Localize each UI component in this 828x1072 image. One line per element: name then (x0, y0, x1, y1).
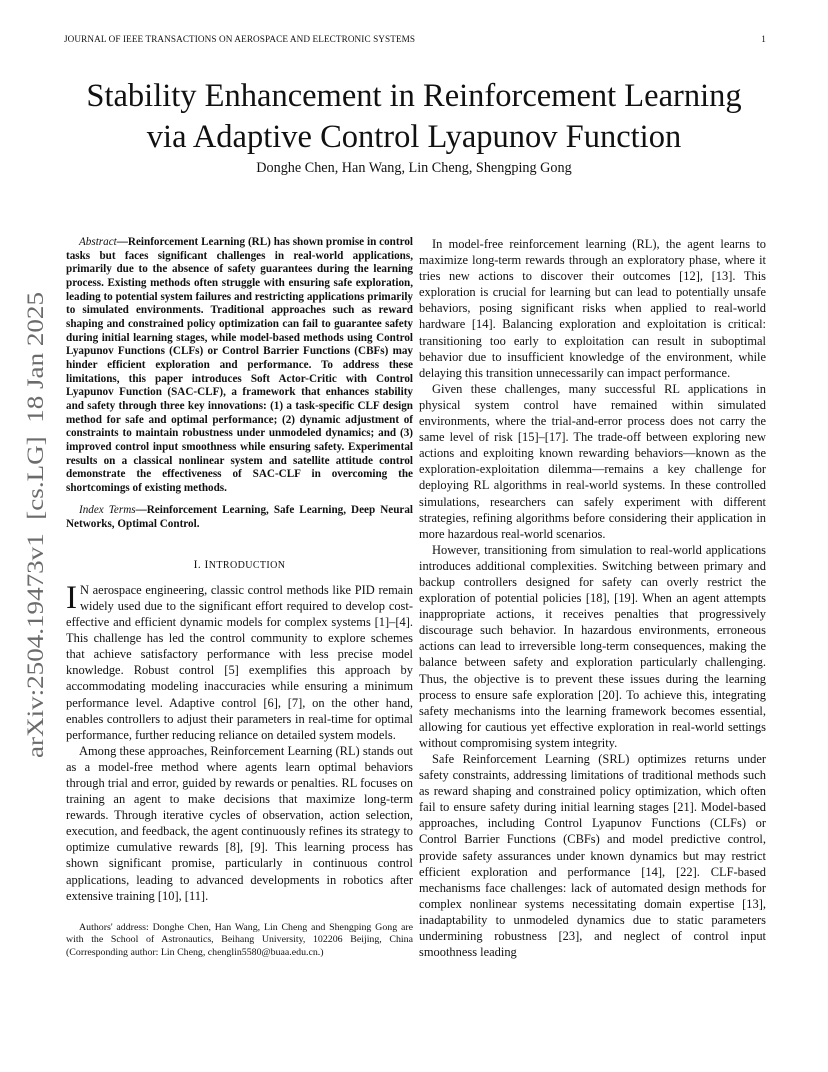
right-paragraph-1: In model-free reinforcement learning (RL), the agent learns to maximize long-term rewards through an exploratory phase, where it tries new actions to discover their outcomes [12], [13]. This exploration is crucial for learning but can lead to potentially unsafe behaviors, posing significant risks when applied to real-world hardware [14]. Balancing exploration and exploitation is critical: transitioning too early to exploitation can result in suboptimal behavior due to insufficient knowledge of the environment, while delaying this transition unnecessarily can impact performance. (419, 237, 766, 380)
section-title-first: I (204, 557, 209, 571)
title-line-1: Stability Enhancement in Reinforcement Learning (86, 78, 742, 114)
running-header (64, 34, 766, 44)
right-paragraph-3: However, transitioning from simulation to real-world applications introduces additional complexities. Switching between primary and backup controllers designed for safety can overly restrict the exploration of potential policies [18], [19]. When an agent attempts inappropriate actions, it receives penalties that progressively discourage such behavior. In hazardous environments, erroneous actions can lead to irreversible long-term consequences, making the balance between safety and exploration particularly challenging. Thus, the objective is to prevent these issues during the learning process to ensure safe exploration [20]. To achieve this, integrating safety mechanisms into the learning framework becomes essential, allowing for cautious yet effective exploration in real-world settings without compromising system integrity. (419, 542, 766, 750)
intro-paragraph-1 (66, 579, 413, 743)
abstract-text: —Reinforcement Learning (RL) has shown promise in control tasks but faces significant challenges in real-world applications, primarily due to the absence of safety guarantees during the learning process. Existing methods often struggle with ensuring safe exploration, leading to potential system failures and restricting applications primarily to simulated environments. Traditional approaches such as reward shaping and constrained policy optimization can fail to guarantee safety during initial learning stages, while model-based methods using Control Lyapunov Functions (CLFs) or Control Barrier Functions (CBFs) may hinder efficient exploration and performance. To address these limitations, this paper introduces Soft Actor-Critic with Control Lyapunov Function (SAC-CLF), a framework that enhances stability and safety through three key innovations: (1) a task-specific CLF design method for safe and optimal performance; (2) dynamic adjustment of constraints to maintain robustness under unmodeled dynamics; and (3) improved control input smoothness while ensuring safety. Experimental results on a classical nonlinear system and satellite attitude control demonstrate the effectiveness of SAC-CLF in overcoming the shortcomings of existing methods. (66, 236, 413, 494)
arxiv-stamp (12, 292, 56, 762)
index-terms-text: —Reinforcement Learning, Safe Learning, Deep Neural Networks, Optimal Control. (66, 504, 413, 531)
section-number: I. (193, 557, 202, 571)
author-footnote: Authors' address: Donghe Chen, Han Wang, Lin Cheng and Shengping Gong are with the School of Astronautics, Beihang University, 102206 Beijing, China (Corresponding author: Lin Cheng, chenglin5580@buaa.edu.cn.) (66, 921, 413, 958)
drop-cap: I (66, 579, 77, 616)
author-list: Donghe Chen, Han Wang, Lin Cheng, Shengping Gong (256, 160, 572, 176)
abstract-label: Abstract (79, 236, 117, 248)
abstract (66, 236, 413, 495)
index-terms (66, 504, 413, 531)
title-line-2: via Adaptive Control Lyapunov Function (146, 119, 682, 155)
index-terms-label: Index Terms (79, 504, 136, 517)
right-paragraph-2: Given these challenges, many successful RL applications in physical system control have remained within simulated environments, where the trial-and-error process does not carry the same level of risk [15]–[17]. The trade-off between exploring new actions and exploiting known rewarding behaviors—known as the exploration-exploitation dilemma—remains a key challenge for deploying RL algorithms in real-world systems. In these controlled simulations, researchers can safely experiment with different strategies, refining algorithms before considering their application in more hazardous real-world scenarios. (419, 381, 766, 541)
left-column (66, 236, 413, 960)
right-paragraph-4: Safe Reinforcement Learning (SRL) optimizes returns under safety constraints, addressing limitations of traditional methods such as reward shaping and constrained policy optimization, which often fail to ensure safety during initial learning stages [21]. Model-based approaches, including Control Lyapunov Functions (CLFs) or Control Barrier Functions (CBFs) and model predictive control, provide safety assurances under known dynamics but may restrict efficient exploration and performance [14], [22]. CLF-based mechanisms face challenges: lack of automated design methods for complex nonlinear systems necessitating domain expertise [13], inadaptability to unmodeled dynamics due to static parameters undermining robustness [23], and neglect of control input smoothness leading (419, 752, 766, 960)
intro-paragraph-2: Among these approaches, Reinforcement Learning (RL) stands out as a model-free method where agents learn optimal behaviors through trial and error, guided by rewards or penalties. RL focuses on training an agent to make decisions that maximize long-term rewards. Through iterative cycles of observation, action selection, execution, and feedback, the agent continuously refines its strategy to optimize cumulative rewards [8], [9]. This learning process has shown significant promise, particularly in continuous control applications, leading to advanced developments in robotics after extensive training [10], [11]. (66, 743, 413, 903)
arxiv-stamp-text: arXiv:2504.19473v1 [cs.LG] 18 Jan 2025 (23, 353, 49, 758)
right-column (419, 236, 766, 960)
journal-name: JOURNAL OF IEEE TRANSACTIONS ON AEROSPACE AND ELECTRONIC SYSTEMS (64, 34, 416, 44)
intro-paragraph-1-text: N aerospace engineering, classic control methods like PID remain widely used due to the significant effort required to develop cost-effective and efficient dynamic models for complex systems [1]–[4]. This challenge has led the control community to explore schemes that achieve satisfactory performance with less precise model knowledge. Robust control [5] exemplifies this approach by accommodating modeling inaccuracies while ensuring a minimum performance level. Adaptive control [6], [7], on the other hand, enables controllers to adjust their parameters in real-time for optimal performance, further reducing reliance on detailed system models. (66, 582, 413, 742)
paper-title (40, 76, 788, 158)
section-heading-introduction (66, 557, 413, 574)
section-title-rest: NTRODUCTION (208, 559, 286, 571)
page-number: 1 (761, 34, 766, 44)
